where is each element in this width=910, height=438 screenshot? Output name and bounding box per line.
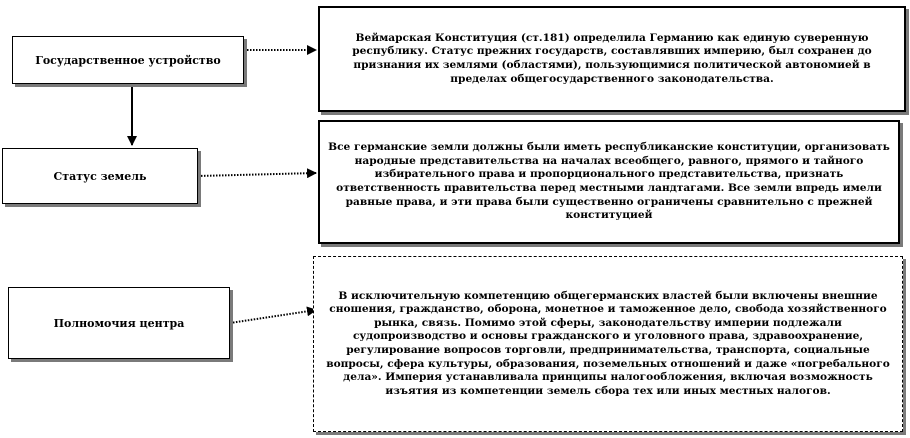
box-state-structure: [12, 36, 244, 84]
label-state-structure: Государственное устройство: [35, 53, 221, 67]
text-lands: Все германские земли должны были иметь республиканские конституции, организовать народные представительства на началах всеобщего, равного, прямого и тайного избирательного права и пропорционального представительства, признать ответственность правительства перед местными ландтагами. Все земли впредь имели равные права, и эти права были существенно ограничены сравнительно с прежней конституцией: [328, 141, 890, 222]
label-land-status: Статус земель: [53, 169, 147, 183]
box-powers-text: [313, 256, 903, 432]
label-center-powers: Полномочия центра: [53, 316, 185, 330]
text-powers: В исключительную компетенцию общегерманских властей были включены внешние сношения, гражданство, оборона, монетное и таможенное дело, свобода хозяйственного рынка, связь. Помимо этой сферы, законодательству империи подлежали судопроизводство и основы гражданского и уголовного права, здравоохранение, регулирование вопросов торговли, предпринимательства, транспорта, социальные вопросы, сфера культуры, образования, поземельных отношений и даже «погребального дела». Империя устанавливала принципы налогообложения, включая возможность изъятия из компетенции земель сбора тех или иных местных налогов.: [326, 289, 890, 397]
box-center-powers: [8, 287, 230, 359]
box-lands-text: [318, 120, 900, 244]
box-land-status: [2, 148, 198, 204]
box-constitution-text: [318, 6, 906, 112]
arrow-powers-to-text: [230, 310, 316, 323]
text-constitution: Веймарская Конституция (ст.181) определила Германию как единую суверенную республику. Статус прежних государств, составлявших империю, был сохранен до признания их землями (областями), пользующимися политической автономией в пределах общегосударственного законодательства.: [352, 31, 872, 85]
arrow-status-to-text: [198, 173, 316, 176]
